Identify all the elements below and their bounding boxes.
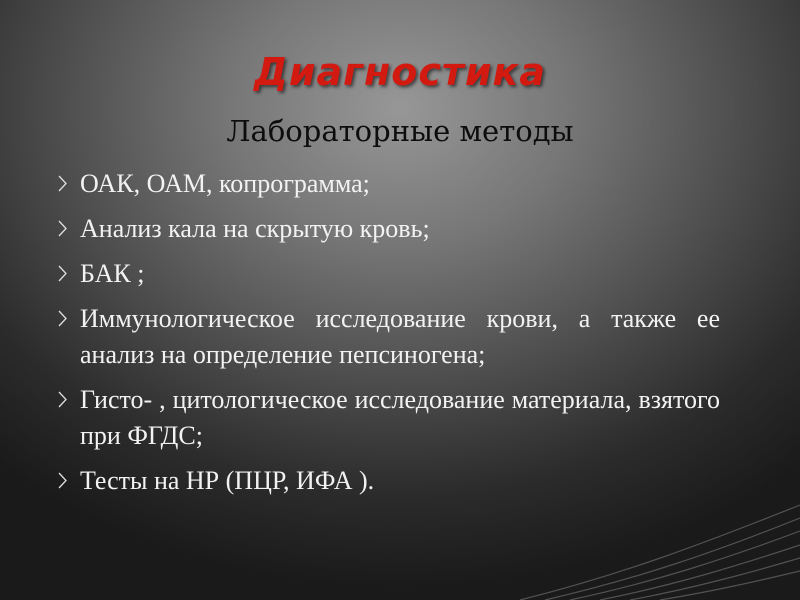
bullet-list <box>58 166 720 508</box>
open-triangle-right-icon <box>58 310 67 327</box>
slide-subtitle: Лабораторные методы <box>226 114 574 148</box>
bullet-item <box>58 211 720 247</box>
bullet-text: Анализ кала на скрытую кровь; <box>80 214 430 243</box>
bullet-item <box>58 382 720 454</box>
bullet-item <box>58 166 720 202</box>
open-triangle-right-icon <box>58 265 67 282</box>
bullet-text: БАК ; <box>80 259 145 288</box>
bullet-item <box>58 301 720 373</box>
open-triangle-right-icon <box>58 175 67 192</box>
open-triangle-right-icon <box>58 472 67 489</box>
bullet-item <box>58 463 720 499</box>
slide-title: Диагностика <box>254 50 546 94</box>
bullet-text: ОАК, ОАМ, копрограмма; <box>80 169 370 198</box>
bullet-text: Тесты на НР (ПЦР, ИФА ). <box>80 466 375 495</box>
bullet-item <box>58 256 720 292</box>
open-triangle-right-icon <box>58 220 67 237</box>
bullet-text: Иммунологическое исследование крови, а также ее анализ на определение пепсиногена; <box>80 304 720 369</box>
open-triangle-right-icon <box>58 391 67 408</box>
bullet-text: Гисто- , цитологическое исследование материала, взятого при ФГДС; <box>80 385 720 450</box>
